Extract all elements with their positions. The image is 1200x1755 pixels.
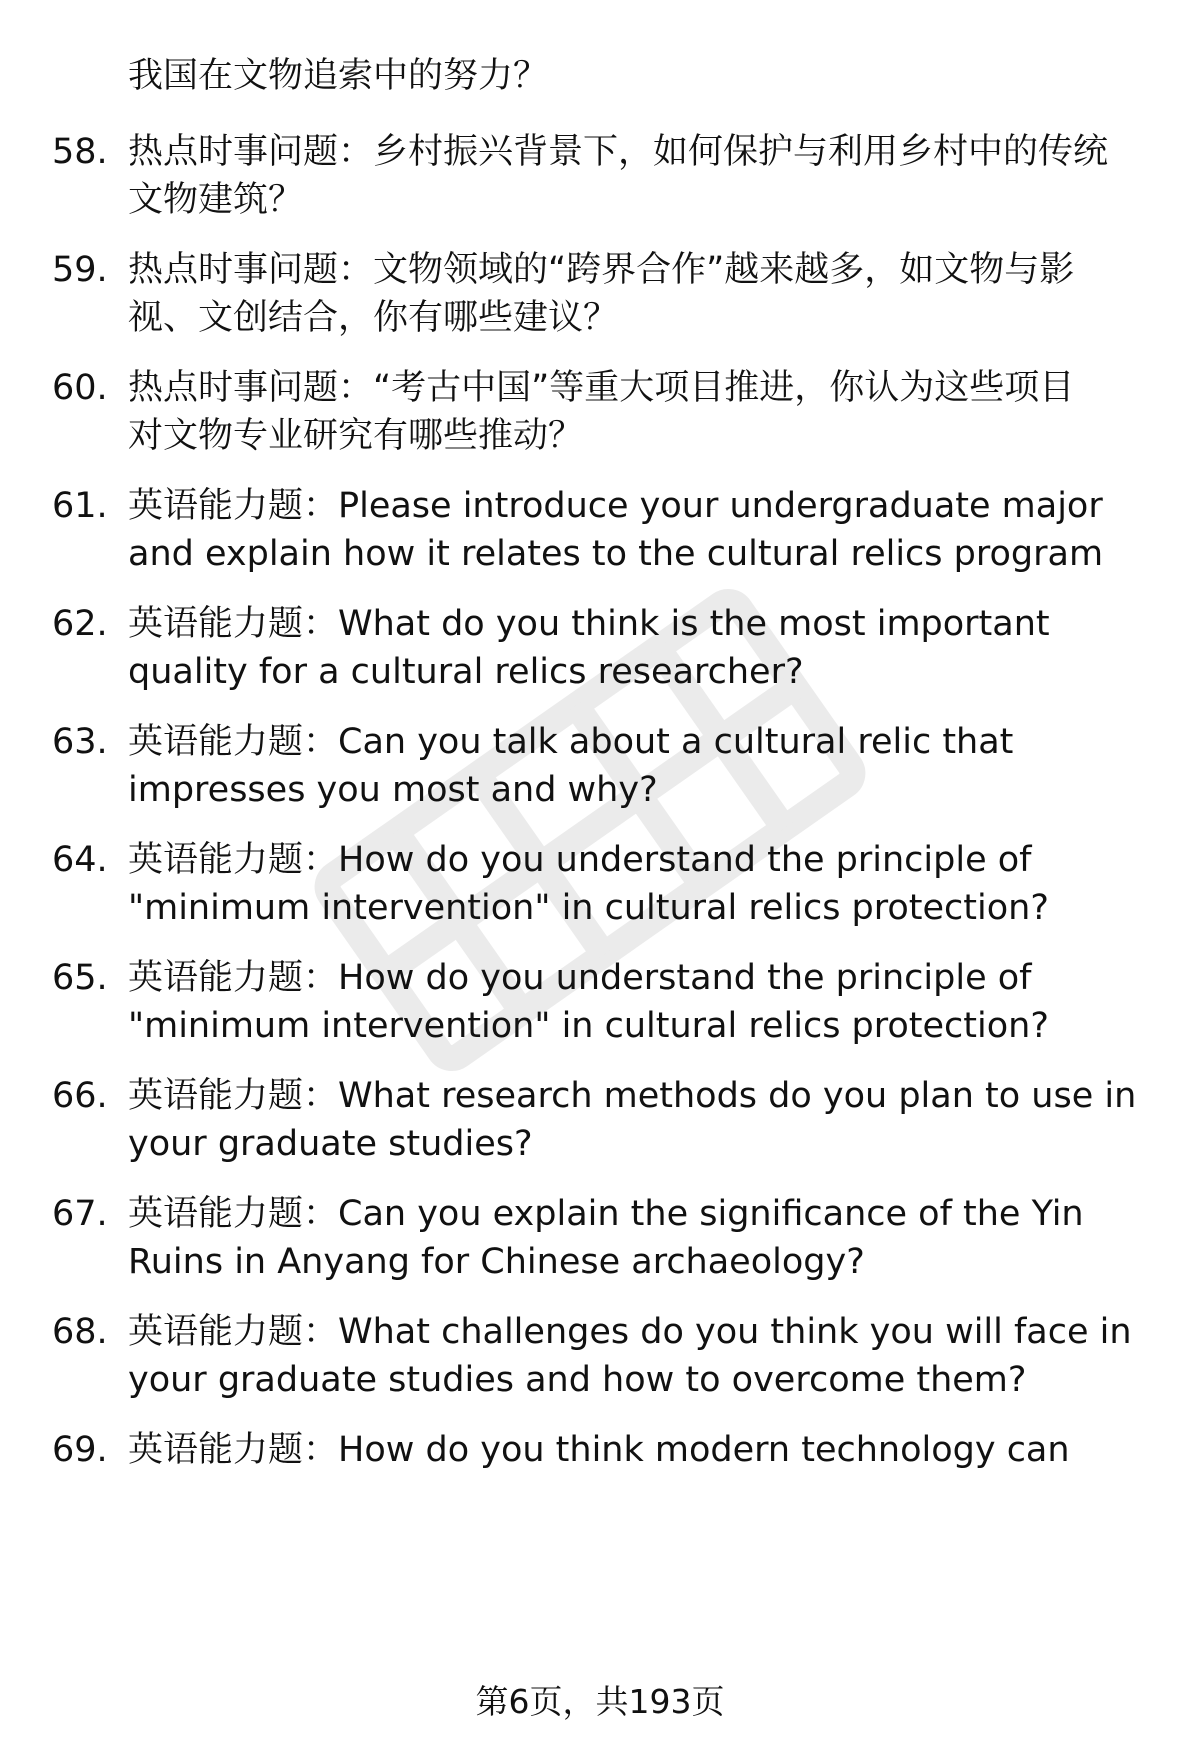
question-number: 64. [52,840,108,880]
question-number: 63. [52,722,108,762]
question-number: 58. [52,132,108,172]
question-item [52,364,1152,460]
question-number: 67. [52,1194,108,1234]
question-text-line: 热点时事问题：“考古中国”等重大项目推进，你认为这些项目 [128,368,1075,408]
question-text-line: 热点时事问题：乡村振兴背景下，如何保护与利用乡村中的传统 [128,132,1109,172]
question-item [52,1072,1152,1168]
question-text-line: 英语能力题：Can you explain the significance of the Yin [128,1194,1084,1234]
question-text-line: impresses you most and why? [128,770,658,810]
question-text-line: 文物建筑？ [128,180,304,220]
question-text-line: 英语能力题：What challenges do you think you will face in [128,1312,1132,1352]
question-item [52,482,1152,578]
question-item [52,836,1152,932]
question-text-line: 英语能力题：How do you understand the principle of [128,958,1032,998]
question-text-line: Ruins in Anyang for Chinese archaeology? [128,1242,865,1282]
question-item [52,1190,1152,1286]
question-number: 65. [52,958,108,998]
question-number: 68. [52,1312,108,1352]
question-number: 61. [52,486,108,526]
question-item [52,1308,1152,1404]
question-text-line: 热点时事问题：文物领域的“跨界合作”越来越多，如文物与影 [128,250,1075,290]
question-number: 60. [52,368,108,408]
question-text-line: 英语能力题：What research methods do you plan to use in [128,1076,1137,1116]
question-item [52,954,1152,1050]
question-number: 59. [52,250,108,290]
page-footer: 第6页，共193页 [475,1682,725,1721]
question-number: 66. [52,1076,108,1116]
question-text-line: your graduate studies? [128,1124,533,1164]
question-item [52,128,1152,224]
question-text-line: 英语能力题：Can you talk about a cultural relic that [128,722,1014,762]
question-text-line: 英语能力题：Please introduce your undergraduate major [128,486,1103,526]
question-text-line: 英语能力题：How do you understand the principle of [128,840,1032,880]
question-text-line: 对文物专业研究有哪些推动？ [128,416,584,456]
question-text-line: quality for a cultural relics researcher? [128,652,804,692]
question-57-continuation [52,52,1152,100]
question-text-line: 视、文创结合，你有哪些建议？ [128,298,619,338]
question-text-line: 英语能力题：How do you think modern technology can [128,1430,1070,1470]
question-text-line: "minimum intervention" in cultural relics protection? [128,1006,1049,1046]
question-item [52,718,1152,814]
question-number: 62. [52,604,108,644]
question-text-line: "minimum intervention" in cultural relics protection? [128,888,1049,928]
question-number: 69. [52,1430,108,1470]
question-item [52,246,1152,342]
question-item [52,600,1152,696]
question-text-line: your graduate studies and how to overcome them? [128,1360,1027,1400]
question-text-line: 英语能力题：What do you think is the most important [128,604,1050,644]
question-item [52,1426,1152,1474]
question-text-line: and explain how it relates to the cultural relics program [128,534,1104,574]
question-text-line: 我国在文物追索中的努力？ [128,56,549,96]
